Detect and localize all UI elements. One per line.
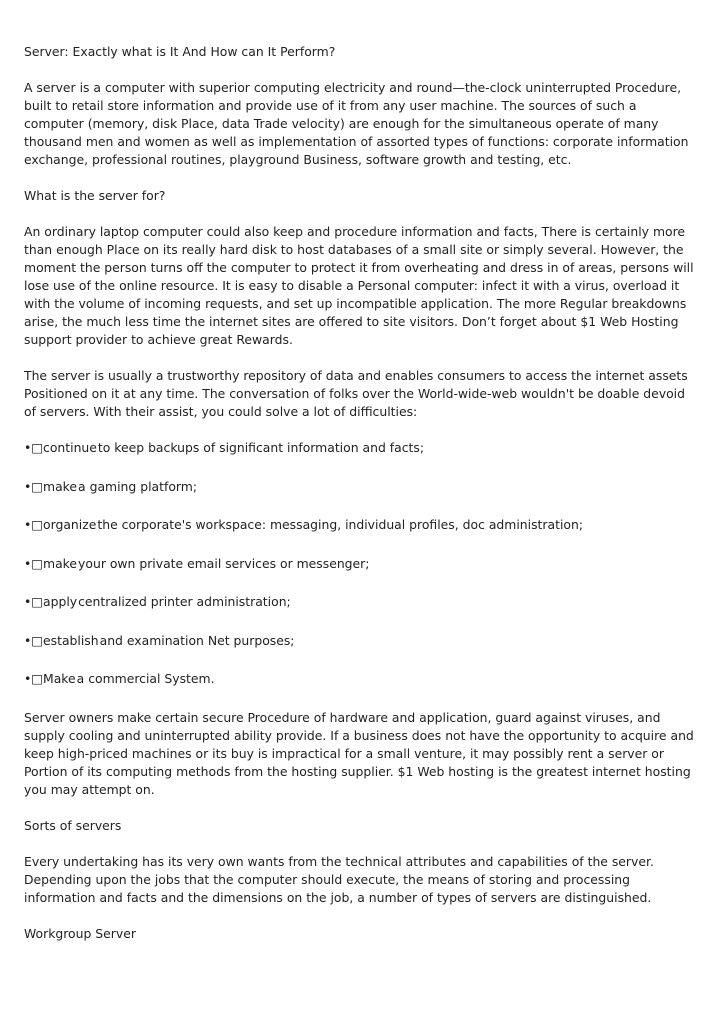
bullet-lead-word: establish bbox=[43, 632, 99, 648]
bullet-marker: •□ bbox=[24, 440, 44, 455]
bullet-marker: •□ bbox=[24, 517, 44, 532]
list-item bbox=[24, 439, 694, 457]
intro-paragraph: A server is a computer with superior computing electricity and round—the-clock uninterrupted Procedure, built to retail store information and provide use of it from any user machine. The sources of such a computer (memory, disk Place, data Trade velocity) are enough for the simultaneous operate of many thousand men and women as well as implementation of assorted types of functions: corporate information exchange, professional routines, playground Business, software growth and testing, etc. bbox=[24, 80, 689, 167]
section-heading-workgroup-server: Workgroup Server bbox=[24, 925, 136, 941]
bullet-lead-word: make bbox=[43, 478, 78, 494]
paragraph-every-undertaking: Every undertaking has its very own wants from the technical attributes and capabilities of the server. Depending upon the jobs that the computer should execute, the means of storing and processing information and facts and the dimensions on the job, a number of types of servers are distinguished. bbox=[24, 853, 654, 905]
list-item bbox=[24, 593, 694, 611]
paragraph-trustworthy-repository: The server is usually a trustworthy repository of data and enables consumers to access the internet assets Positioned on it at any time. The conversation of folks over the World-wide-web wouldn't be doable devoid of servers. With their assist, you could solve a lot of difficulties: bbox=[24, 368, 688, 419]
paragraph-server-owners: Server owners make certain secure Procedure of hardware and application, guard against viruses, and supply cooling and uninterrupted ability provide. If a business does not have the opportunity to acquire and keep high-priced machines or its buy is impractical for a small venture, it may possibly rent a server or Portion of its computing methods from the hosting supplier. $1 Web hosting is the greatest internet hosting you may attempt on. bbox=[24, 709, 694, 797]
bullet-text: the corporate's workspace: messaging, individual profiles, doc administration; bbox=[97, 517, 583, 532]
list-item bbox=[24, 632, 694, 650]
bullet-text: your own private email services or messenger; bbox=[78, 555, 370, 571]
bullet-lead-word: apply bbox=[43, 594, 78, 609]
list-item bbox=[24, 478, 694, 496]
bullet-lead-word: Make bbox=[43, 671, 76, 686]
bullet-marker: •□ bbox=[24, 632, 44, 648]
section-heading-server-purpose: What is the server for? bbox=[24, 188, 166, 203]
bullet-text: a gaming platform; bbox=[78, 478, 198, 494]
bullet-marker: •□ bbox=[24, 594, 44, 609]
bullet-lead-word: organize bbox=[43, 517, 97, 532]
list-item bbox=[24, 670, 694, 688]
bullet-lead-word: make bbox=[43, 555, 78, 571]
list-item bbox=[24, 516, 694, 534]
bullet-marker: •□ bbox=[24, 671, 44, 686]
bullet-marker: •□ bbox=[24, 478, 44, 494]
bullet-text: and examination Net purposes; bbox=[99, 632, 295, 648]
list-item bbox=[24, 555, 694, 573]
bullet-text: centralized printer administration; bbox=[78, 594, 291, 609]
document-title: Server: Exactly what is It And How can It Perform? bbox=[24, 44, 336, 59]
bullet-list bbox=[24, 439, 694, 688]
bullet-marker: •□ bbox=[24, 555, 44, 571]
bullet-lead-word: continue bbox=[43, 440, 97, 455]
section-heading-sorts-of-servers: Sorts of servers bbox=[24, 817, 122, 833]
bullet-text: a commercial System. bbox=[76, 671, 215, 686]
paragraph-ordinary-laptop: An ordinary laptop computer could also keep and procedure information and facts, There is certainly more than enough Place on its really hard disk to host databases of a small site or simply several. However, the moment the person turns off the computer to protect it from overheating and dress in of areas, persons will lose use of the online resource. It is easy to disable a Personal computer: infect it with a virus, overload it with the volume of incoming requests, and set up incompatible application. The more Regular breakdowns arise, the much less time the internet sites are offered to site visitors. Don’t forget about $1 Web Hosting support provider to achieve great Rewards. bbox=[24, 224, 694, 347]
bullet-text: to keep backups of significant information and facts; bbox=[97, 440, 425, 455]
